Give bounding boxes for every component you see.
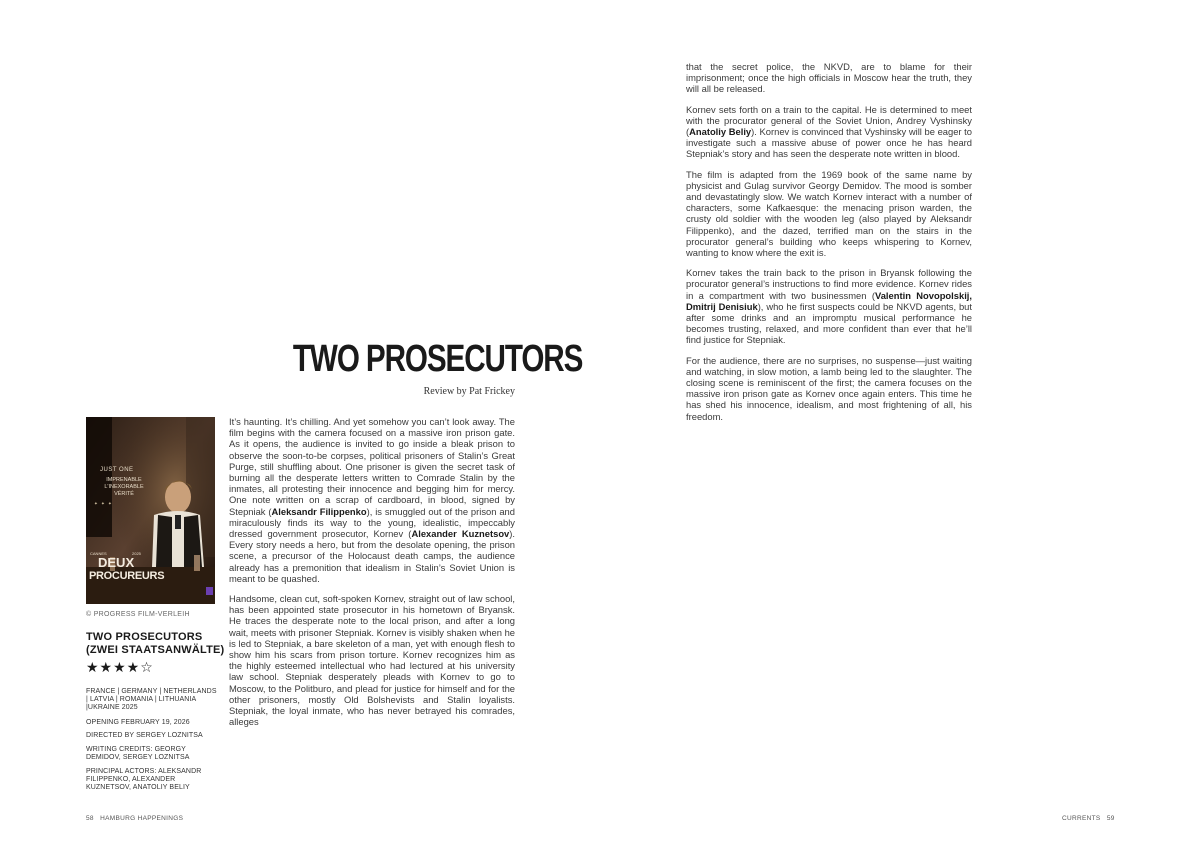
poster-tagline <box>94 477 154 498</box>
page-number-right: 59 <box>1106 815 1115 822</box>
actor-name: Valentin Novopolskij, Dmitrij Denisiuk <box>686 289 973 312</box>
film-countries: FRANCE | GERMANY | NETHERLANDS | LATVIA | ROMANIA | LITHUANIA |UKRAINE 2025 <box>86 688 217 712</box>
film-subtitle: (ZWEI STAATSANWÄLTE) <box>86 644 225 656</box>
paragraph: Kornev sets forth on a train to the capital. He is determined to meet with the procurator general of the Soviet Union, Andrey Vyshinsky (Anatoliy Beliy). Kornev is convinced that Vyshinsky will be eager to investigate such a massive abuse of power once he has heard Stepniak’s story and has seen the desperate note written in blood. <box>686 103 973 160</box>
poster-festival-right: 2025 <box>132 551 141 556</box>
article-column-left <box>229 416 515 736</box>
movie-poster <box>86 417 215 604</box>
paragraph: that the secret police, the NKVD, are to blame for their imprisonment; once the high officials in Moscow hear the truth, they will all be released. <box>686 61 972 95</box>
film-opening: OPENING FEBRUARY 19, 2026 <box>86 719 190 726</box>
footer-left <box>86 815 183 822</box>
paragraph: For the audience, there are no surprises, no suspense—just waiting and watching, in slow motion, a lamb being led to the slaughter. The closing scene is reminiscent of the first; the camera focuses on the massive iron prison gate as Kornev once again enters. This time he has shed his innocence, idealism, and most frightening of all, his freedom. <box>686 354 972 422</box>
footer-right <box>1062 815 1115 822</box>
star-rating: ★★★★☆ <box>86 659 154 675</box>
poster-tagline-line: VÉRITÉ <box>114 491 134 497</box>
poster-title-line1: DEUX <box>98 555 135 570</box>
film-title-block <box>86 631 226 657</box>
paragraph: The film is adapted from the 1969 book of the same name by physicist and Gulag survivor Georgy Demidov. The mood is somber and devastatingly slow. We watch Kornev interact with a number of characters, some Kafkaesque: the menacing prison warden, the crusty old soldier with the wooden leg (also played by Aleksandr Filippenko), and the dazed, terrified man on the stairs in the procurator general’s building who keeps whispering to Kornev, wanting to know where the exit is. <box>686 168 972 259</box>
poster-top-label: JUST ONE <box>100 467 134 473</box>
film-writers: WRITING CREDITS: GEORGY DEMIDOV, SERGEY LOZNITSA <box>86 746 190 762</box>
section-name: CURRENTS <box>1062 815 1101 822</box>
film-actors: PRINCIPAL ACTORS: ALEKSANDR FILIPPENKO, ALEXANDER KUZNETSOV, ANATOLIY BELIY <box>86 768 202 792</box>
page-number-left: 58 <box>86 815 94 822</box>
actor-name: Alexander Kuznetsov <box>411 528 510 540</box>
article-byline: Review by Pat Frickey <box>423 386 515 397</box>
article-column-right <box>686 61 972 431</box>
poster-festival-left: CANNES <box>90 551 107 556</box>
actor-name: Aleksandr Filippenko <box>271 505 367 517</box>
poster-tagline-line: IMPRENABLE <box>106 477 142 483</box>
actor-name: Anatoliy Beliy <box>689 126 752 138</box>
article-title: TWO PROSECUTORS <box>292 338 583 380</box>
paragraph: Handsome, clean cut, soft-spoken Kornev, straight out of law school, has been appointed state prosecutor in his hometown of Bryansk. He traces the desperate note to the local prison, and after a long wait, meets with prisoner Stepniak. Kornev is visibly shaken when he is led to Stepniak, a bare skeleton of a man, yet with enough flesh to show him his scars from prison torture. Kornev recognizes him as the highly esteemed intellectual who had lectured at his university law school. Stepniak desperately pleads with Kornev to go to Moscow, to the Politburo, and plead for justice for himself and for the other prisoners, mostly Old Bolshevists and Stalin loyalists. Stepniak, the loyal inmate, who has never betrayed his comrades, alleges <box>229 593 515 728</box>
poster-title-line2: PROCUREURS <box>89 570 165 582</box>
magazine-name: HAMBURG HAPPENINGS <box>100 815 184 822</box>
paragraph: Kornev takes the train back to the prison in Bryansk following the procurator general’s instructions to find more evidence. Kornev rides in a compartment with two businessmen (Valentin Novopolskij, Dmitrij Denisiuk), who he first suspects could be NKVD agents, but after some drinks and an impromptu musical performance he becomes trusting, relaxed, and more confident than ever that he’ll find justice for Stepniak. <box>686 267 973 346</box>
paragraph: It’s haunting. It’s chilling. And yet somehow you can’t look away. The film begins with the camera focused on a massive iron prison gate. As it opens, the audience is invited to go inside a bleak prison to observe the soon-to-be corpses, political prisoners of Stalin’s Great Purge, still shuffling about. One prisoner is given the secret task of burning all the desperate letters written to Comrade Stalin by the inmates, all protesting their innocence and begging him for mercy. One note written on a scrap of cardboard, in blood, signed by Stepniak (Aleksandr Filippenko), is smuggled out of the prison and miraculously finds its way to the young, idealistic, impeccably dressed government prosecutor, Kornev (Alexander Kuznetsov). Every story needs a hero, but from the desolate opening, the prison scene, a precursor of the Holocaust death camps, the audience already has a premonition that idealism in Stalin’s Soviet Union is meant to be quashed. <box>229 416 515 584</box>
poster-tagline-line: L'INEXORABLE <box>104 484 144 490</box>
poster-stars-mark: ✦ ✦ ✦ <box>94 501 113 506</box>
image-credit: © PROGRESS FILM-VERLEIH <box>86 611 190 618</box>
film-director: DIRECTED BY SERGEY LOZNITSA <box>86 732 203 739</box>
film-title: TWO PROSECUTORS <box>86 631 203 643</box>
